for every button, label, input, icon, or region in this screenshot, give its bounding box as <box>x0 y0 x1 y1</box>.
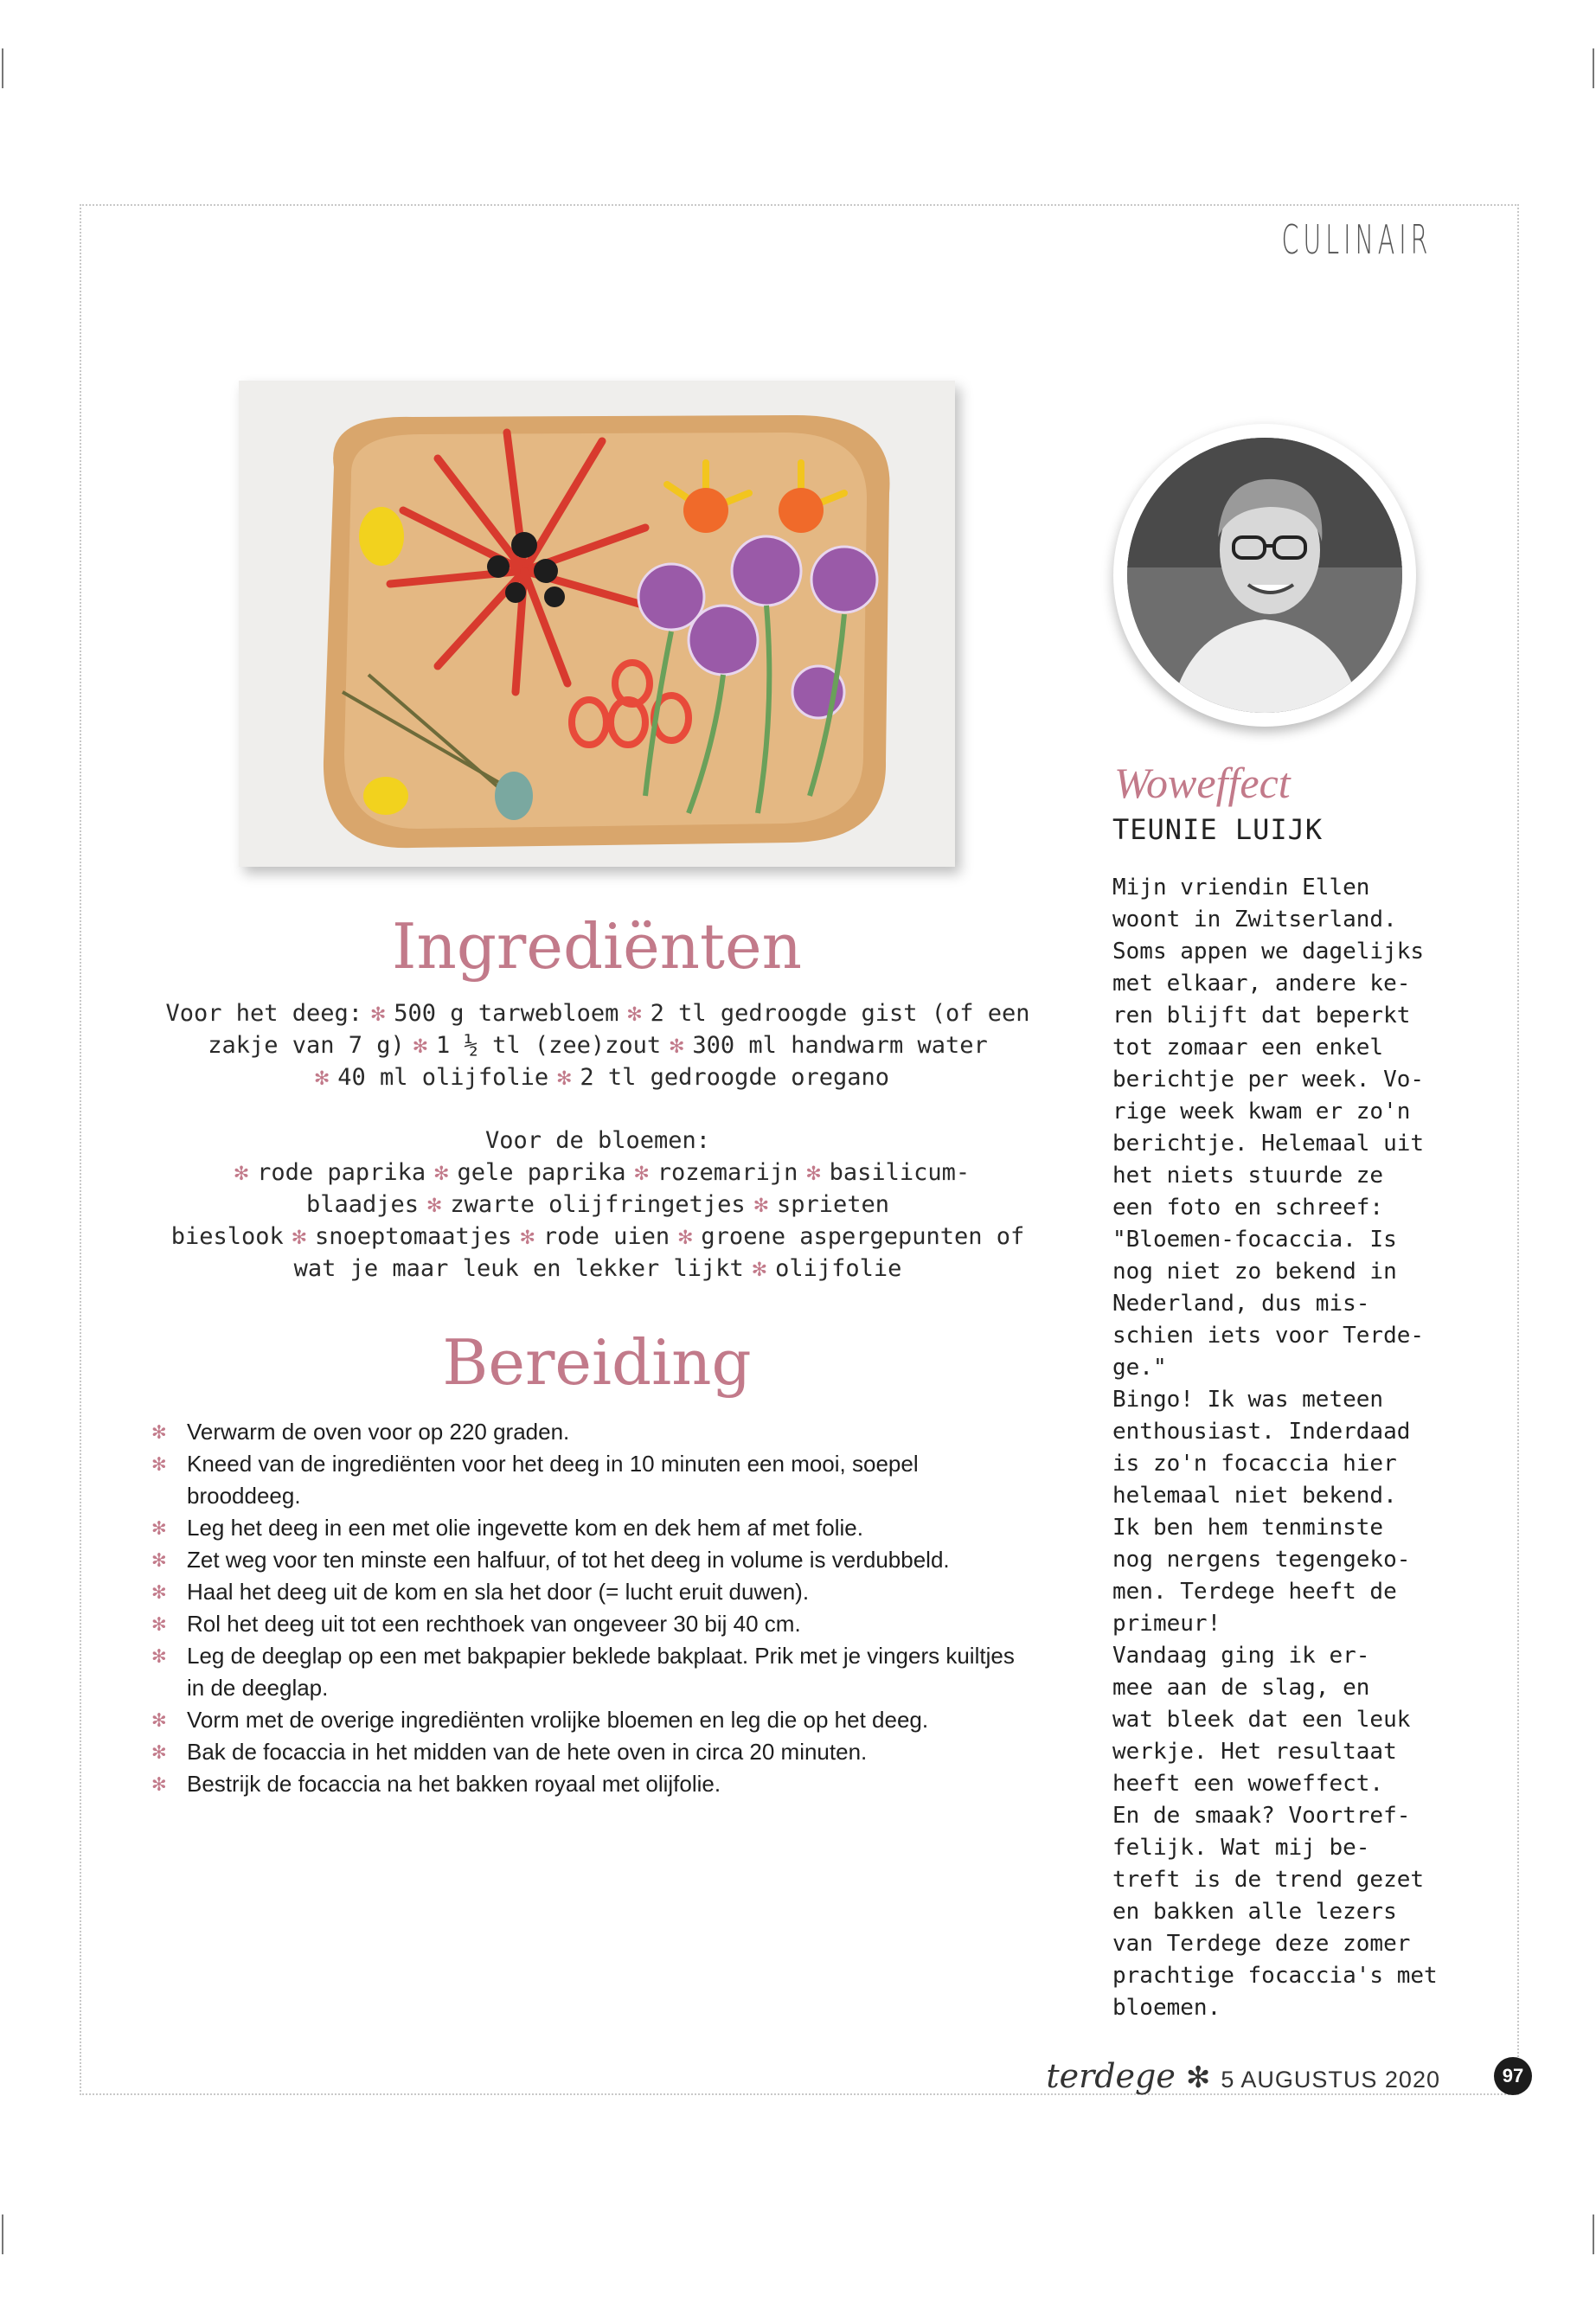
author-portrait-frame <box>1113 424 1416 727</box>
crop-mark-top-right <box>1593 48 1594 88</box>
preparation-steps <box>152 1416 1035 1800</box>
ingredient: 300 ml handwarm water <box>692 1032 988 1059</box>
ingredient: 2 tl gedroogde oregano <box>580 1064 889 1091</box>
magazine-brand: terdege <box>1046 2057 1176 2095</box>
section-label: CULINAIR <box>1281 216 1432 263</box>
step-item: ✻ Vorm met de overige ingrediënten vrolijke bloemen en leg die op het deeg. <box>152 1707 929 1733</box>
ingredient: snoeptomaatjes <box>315 1223 512 1250</box>
step-item: ✻ Leg de deeglap op een met bakpapier beklede bakplaat. Prik met je vingers kuiltjes in de deeglap. <box>152 1643 1015 1701</box>
focaccia-photo <box>239 381 955 867</box>
ingredient: basilicum-blaadjes <box>306 1159 971 1218</box>
step-item: ✻ Bestrijk de focaccia na het bakken royaal met olijfolie. <box>152 1771 721 1797</box>
crop-mark-top-left <box>2 48 3 88</box>
step-item: ✻ Zet weg voor ten minste een halfuur, of tot het deeg in volume is verdubbeld. <box>152 1547 950 1573</box>
ingredient: 2 tl gedroogde gist (of een zakje van 7 g) <box>208 1000 1030 1059</box>
ingredient: 500 g tarwebloem <box>394 1000 619 1027</box>
column-body: Mijn vriendin Ellen woont in Zwitserland. Soms appen we dagelijks met elkaar, andere ke- ren blijft dat beperkt tot zomaar een enkel berichtje per week. Vo- rige week kwam er zo'n berichtje. Helemaal uit het niets stuurde ze een foto en schreef: "Bloemen-focaccia. Is nog niet zo bekend in Nederland, dus mis- schien iets voor Terde- ge." Bingo! Ik was meteen enthousiast. Inderdaad is zo'n focaccia hier helemaal niet bekend. Ik ben hem tenminste nog nergens tegengeko- men. Terdege heeft de primeur! Vandaag ging ik er- mee aan de slag, en wat bleek dat een leuk werkje. Het resultaat heeft een woweffect. En de smaak? Voortref- felijk. Wat mij be- treft is de trend gezet en bakken alle lezers van Terdege deze zomer prachtige focaccia's met bloemen. <box>1112 875 1438 2021</box>
dough-intro: Voor het deeg: <box>165 1000 363 1027</box>
step-item: ✻ Bak de focaccia in het midden van de hete oven in circa 20 minuten. <box>152 1739 868 1765</box>
ingredient: rozemarijn <box>657 1159 798 1186</box>
ingredient: zwarte olijfringetjes <box>450 1191 746 1218</box>
column-author: TEUNIE LUIJK <box>1112 813 1324 846</box>
issue-date: 5 AUGUSTUS 2020 <box>1221 2067 1440 2093</box>
ingredient: groene aspergepunten of wat je maar leuk en lekker lijkt <box>293 1223 1025 1282</box>
crop-mark-bottom-right <box>1593 2214 1594 2254</box>
ingredient: olijfolie <box>775 1255 902 1282</box>
dough-ingredients: Voor het deeg: ✻ 500 g tarwebloem ✻ 2 tl gedroogde gist (of een zakje van 7 g) ✻ 1 ½ tl (zee)zout ✻ 300 ml handwarm water ✻ 40 ml olijfolie ✻ 2 tl gedroogde oregano <box>165 1000 1030 1091</box>
column-title: Woweffect <box>1114 759 1291 807</box>
ingredient: sprieten bieslook <box>170 1191 889 1250</box>
step-item: ✻ Haal het deeg uit de kom en sla het door (= lucht eruit duwen). <box>152 1579 810 1605</box>
footer-separator: ✻ <box>1185 2061 1211 2095</box>
step-item: ✻ Rol het deeg uit tot een rechthoek van ongeveer 30 bij 40 cm. <box>152 1611 801 1637</box>
flowers-intro: Voor de bloemen: <box>484 1127 711 1154</box>
ingredient: 1 ½ tl (zee)zout <box>436 1032 662 1059</box>
preparation-title: Bereiding <box>442 1326 752 1399</box>
ingredient: gele paprika <box>457 1159 626 1186</box>
ingredient: 40 ml olijfolie <box>337 1064 549 1091</box>
step-item: ✻ Kneed van de ingrediënten voor het deeg in 10 minuten een mooi, soepel brooddeeg. <box>152 1451 919 1509</box>
flower-ingredients: Voor de bloemen: ✻ rode paprika ✻ gele paprika ✻ rozemarijn ✻ basilicum-blaadjes ✻ zwarte olijfringetjes ✻ sprieten bieslook ✻ snoeptomaatjes ✻ rode uien ✻ groene aspergepunten of wat je maar leuk en lekker lijkt ✻ olijfolie <box>170 1127 1025 1282</box>
crop-mark-bottom-left <box>2 2214 3 2254</box>
ingredient: rode uien <box>542 1223 670 1250</box>
step-item: ✻ Leg het deeg in een met olie ingevette kom en dek hem af met folie. <box>152 1515 863 1541</box>
ingredient: rode paprika <box>257 1159 426 1186</box>
author-portrait <box>1127 438 1402 713</box>
ingredients-title: Ingrediënten <box>392 910 802 983</box>
page-number: 97 <box>1494 2057 1532 2095</box>
step-item: ✻ Verwarm de oven voor op 220 graden. <box>152 1419 570 1445</box>
page-footer <box>1046 2057 1440 2095</box>
